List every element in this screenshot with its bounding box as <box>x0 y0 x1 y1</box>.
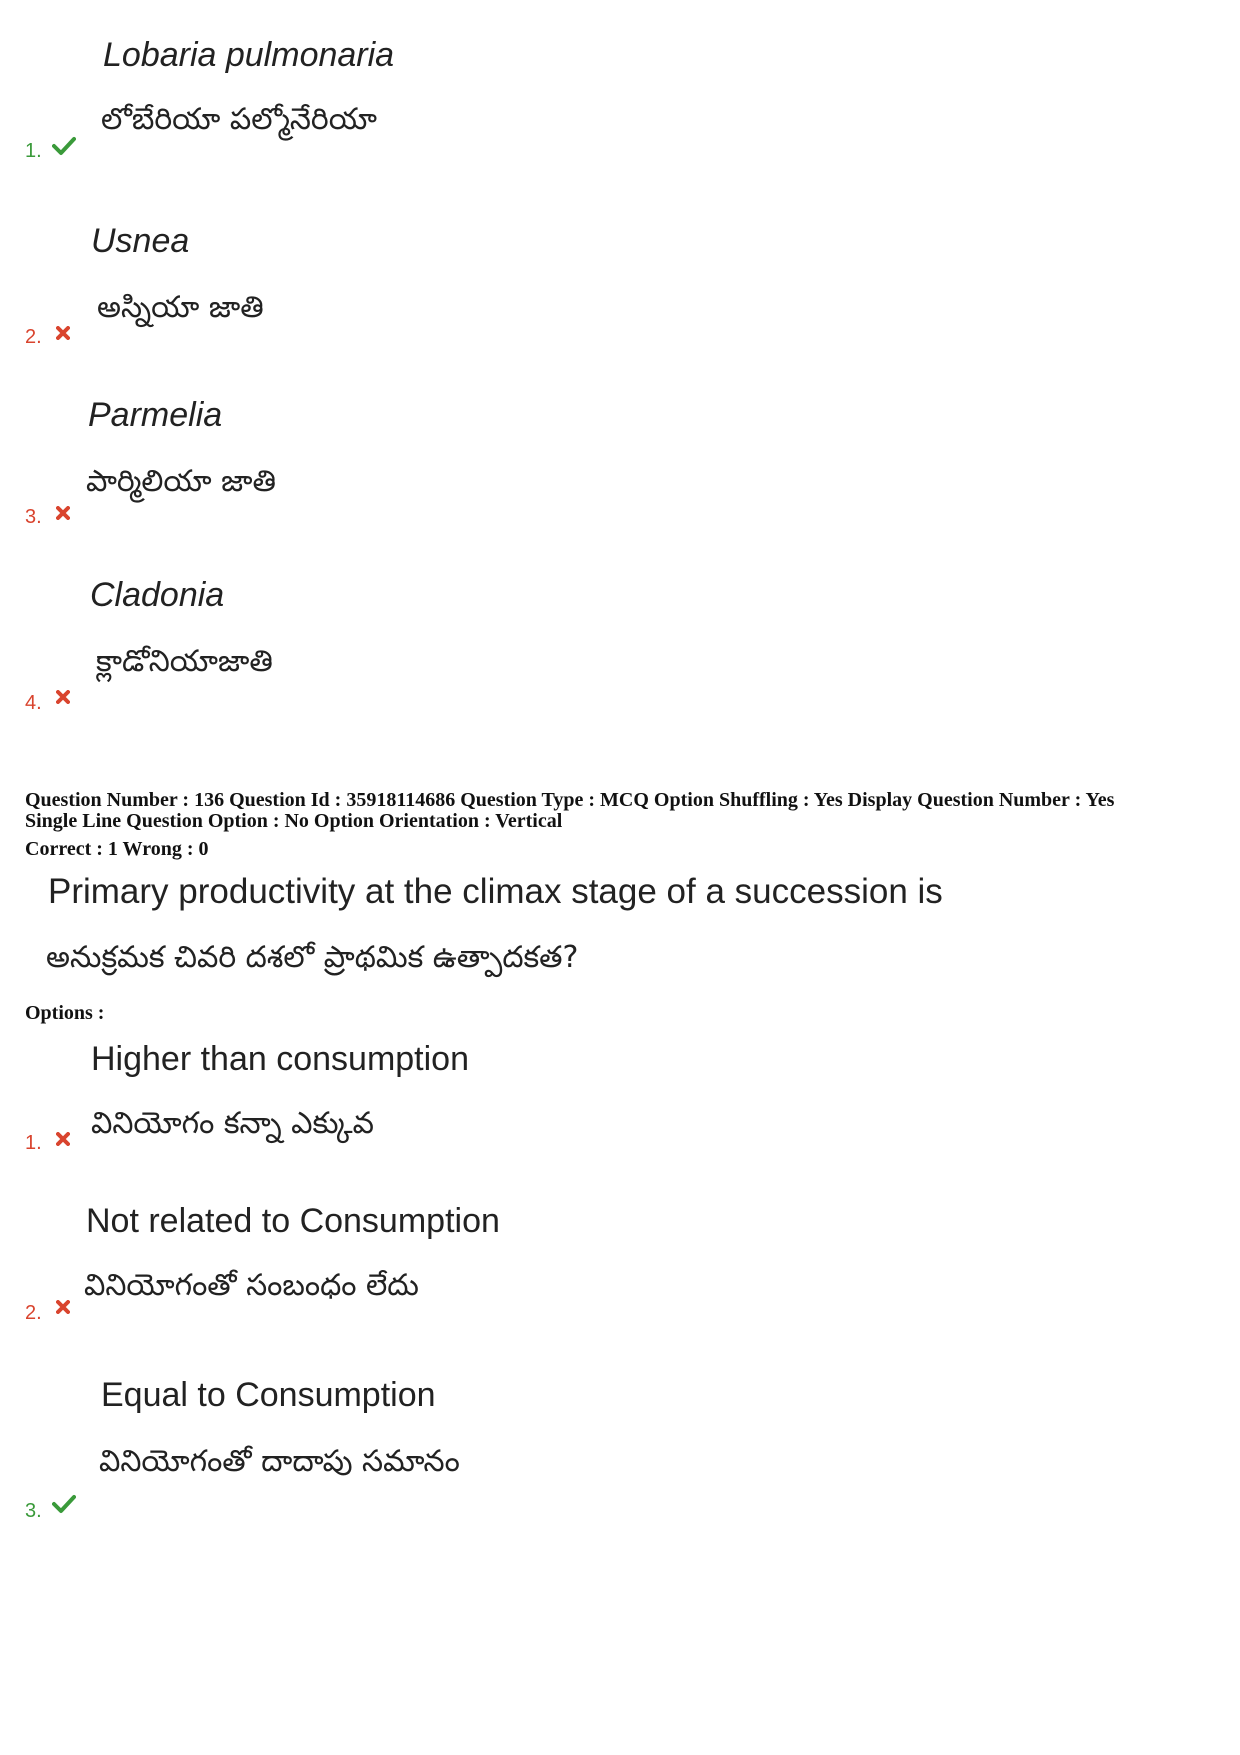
question-meta-line-2: Single Line Question Option : No Option Orientation : Vertical <box>25 810 563 832</box>
option-english: Cladonia <box>90 576 225 614</box>
checkmark-icon <box>52 1494 76 1514</box>
option-number: 1. <box>25 140 42 162</box>
option-number: 3. <box>25 506 42 528</box>
option-number: 2. <box>25 1302 42 1324</box>
cross-icon <box>56 506 70 520</box>
question-meta-line-1: Question Number : 136 Question Id : 35918114686 Question Type : MCQ Option Shuffling : Yes Display Question Number : Yes <box>25 789 1115 811</box>
option-english: Not related to Consumption <box>86 1202 500 1240</box>
marks-line: Correct : 1 Wrong : 0 <box>25 838 209 860</box>
option-telugu: లోబేరియా పల్మోనేరియా <box>101 102 377 137</box>
option-english: Higher than consumption <box>91 1040 470 1078</box>
options-label: Options : <box>25 1002 105 1024</box>
question-text-telugu: అనుక్రమక చివరి దశలో ప్రాథమిక ఉత్పాదకత? <box>46 940 579 975</box>
checkmark-icon <box>52 136 76 156</box>
option-english: Usnea <box>91 222 190 260</box>
option-telugu: వినియోగం కన్నా ఎక్కువ <box>91 1106 374 1141</box>
option-telugu: అస్నియా జాతి <box>97 290 264 325</box>
question-text-english: Primary productivity at the climax stage of a succession is <box>48 872 943 911</box>
option-english: Lobaria pulmonaria <box>103 36 395 74</box>
cross-icon <box>56 1132 70 1146</box>
option-telugu: పార్మిలియా జాతి <box>86 464 276 499</box>
option-number: 1. <box>25 1132 42 1154</box>
cross-icon <box>56 1300 70 1314</box>
cross-icon <box>56 326 70 340</box>
option-telugu: వినియోగంతో సంబంధం లేదు <box>84 1268 419 1303</box>
cross-icon <box>56 690 70 704</box>
option-number: 4. <box>25 692 42 714</box>
option-number: 3. <box>25 1500 42 1522</box>
option-number: 2. <box>25 326 42 348</box>
option-telugu: క్లాడోనియాజాతి <box>96 644 273 679</box>
option-telugu: వినియోగంతో దాదాపు సమానం <box>99 1444 460 1479</box>
option-english: Equal to Consumption <box>101 1376 436 1414</box>
option-english: Parmelia <box>88 396 223 434</box>
